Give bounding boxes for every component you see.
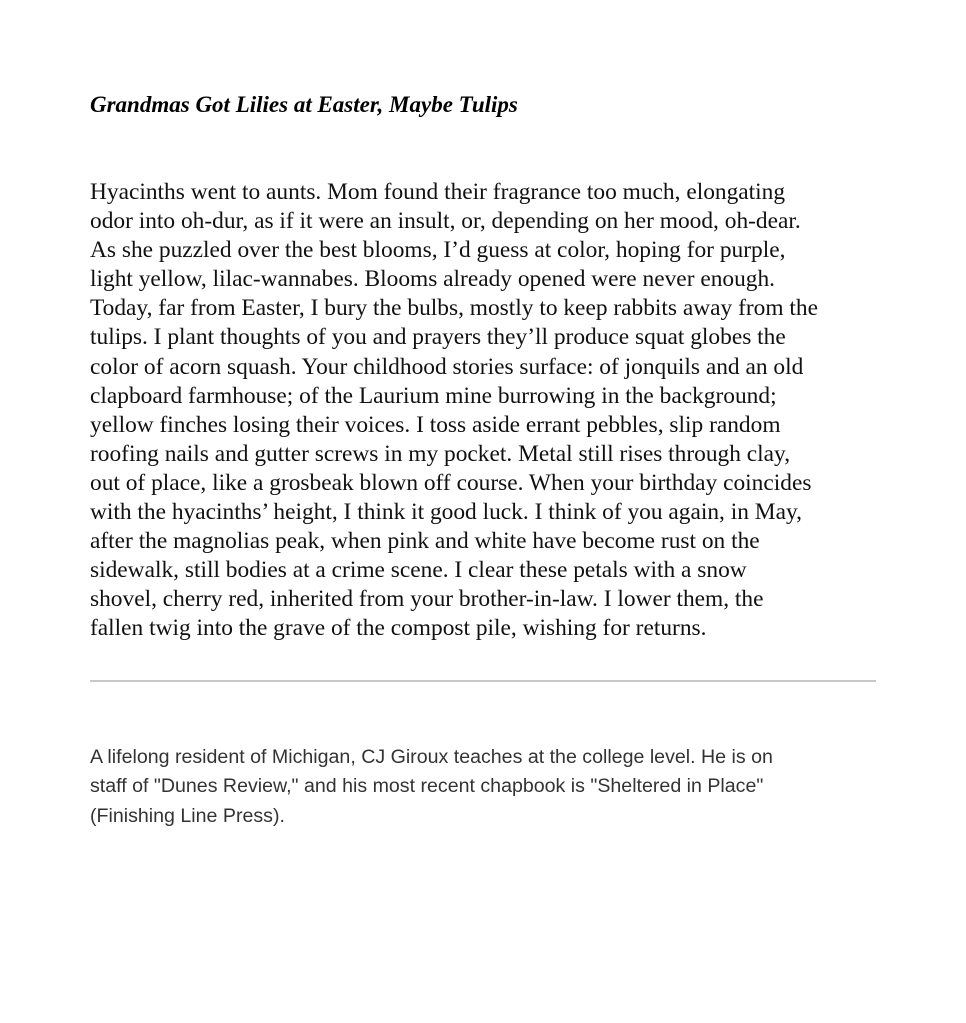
poem-title: Grandmas Got Lilies at Easter, Maybe Tulips [90, 92, 518, 117]
bio-line: (Finishing Line Press). [90, 804, 285, 827]
author-bio [90, 743, 876, 831]
poem-line: with the hyacinths’ height, I think it good luck. I think of you again, in May, [90, 499, 802, 526]
bio-line: staff of "Dunes Review," and his most recent chapbook is "Sheltered in Place" [90, 775, 764, 798]
poem-line: after the magnolias peak, when pink and white have become rust on the [90, 528, 760, 555]
poem-line: fallen twig into the grave of the compost pile, wishing for returns. [90, 615, 707, 642]
poem-line: roofing nails and gutter screws in my pocket. Metal still rises through clay, [90, 440, 791, 467]
poem-line: Hyacinths went to aunts. Mom found their fragrance too much, elongating [90, 179, 786, 205]
poem-line: color of acorn squash. Your childhood stories surface: of jonquils and an old [90, 353, 804, 380]
poem-line: shovel, cherry red, inherited from your brother-in-law. I lower them, the [90, 586, 764, 613]
poem-line: As she puzzled over the best blooms, I’d guess at color, hoping for purple, [90, 237, 786, 264]
poem-line: yellow finches losing their voices. I toss aside errant pebbles, slip random [90, 411, 781, 438]
poem-line: sidewalk, still bodies at a crime scene. I clear these petals with a snow [90, 557, 747, 584]
poem-body [90, 178, 876, 644]
poem-line: Today, far from Easter, I bury the bulbs, mostly to keep rabbits away from the [90, 295, 818, 322]
poem-line: clapboard farmhouse; of the Laurium mine burrowing in the background; [90, 382, 777, 409]
poem-line: tulips. I plant thoughts of you and prayers they’ll produce squat globes the [90, 324, 786, 351]
section-divider [90, 680, 876, 682]
bio-line: A lifelong resident of Michigan, CJ Giroux teaches at the college level. He is on [90, 746, 773, 768]
poem-line: odor into oh-dur, as if it were an insult, or, depending on her mood, oh-dear. [90, 208, 801, 235]
poem-line: out of place, like a grosbeak blown off course. When your birthday coincides [90, 469, 812, 496]
poem-line: light yellow, lilac-wannabes. Blooms already opened were never enough. [90, 266, 776, 293]
